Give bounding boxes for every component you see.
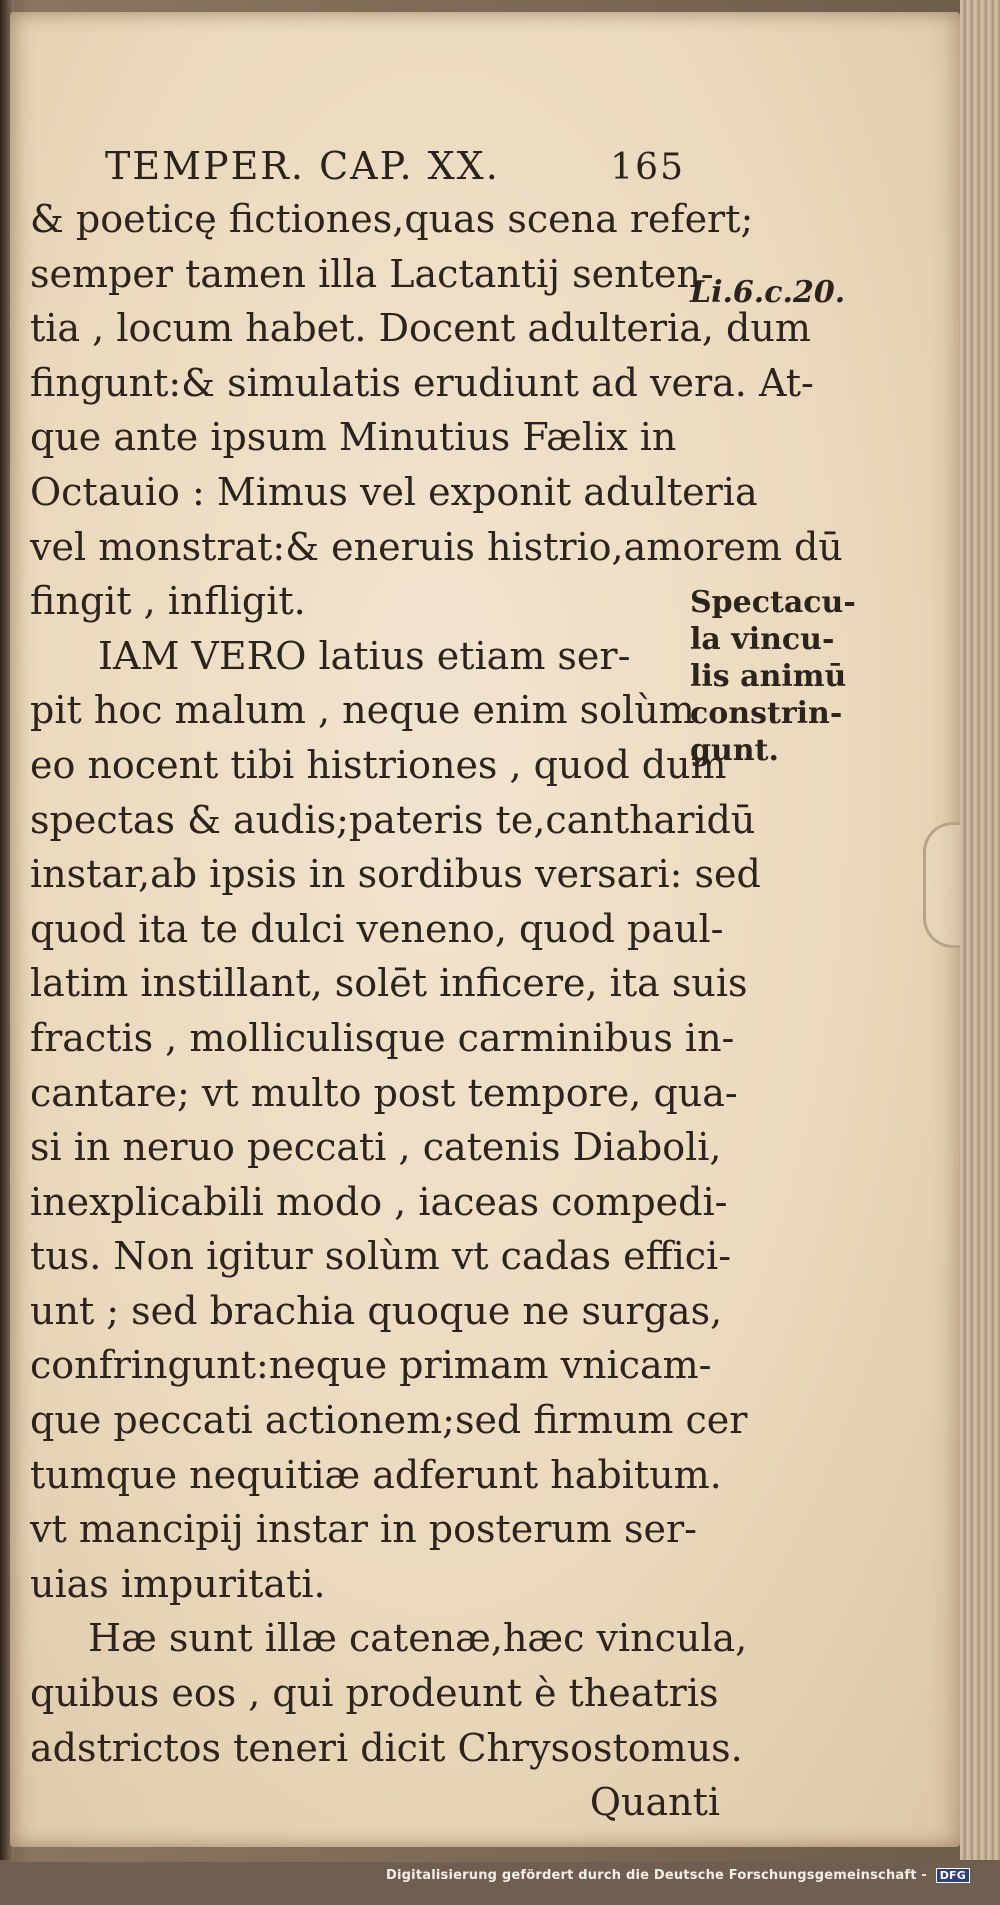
margin-note-line: gunt.: [690, 733, 779, 768]
catchword: Quanti: [589, 1780, 720, 1825]
text-line: unt ; sed brachia quoque ne surgas,: [30, 1288, 723, 1333]
text-line: adstrictos teneri dicit Chrysostomus.: [30, 1725, 743, 1770]
text-line: que ante ipsum Minutius Fælix in: [30, 415, 677, 460]
margin-note-line: lis animū: [690, 659, 847, 694]
text-line: semper tamen illa Lactantij senten-: [30, 251, 714, 296]
text-line: que peccati actionem;sed firmum cer: [30, 1398, 748, 1443]
paragraph-start-line: IAM VERO latius etiam ser-: [98, 633, 631, 678]
text-line: & poeticę fictiones,quas scena refert;: [30, 197, 754, 241]
text-line: tus. Non igitur solùm vt cadas effici-: [30, 1234, 732, 1279]
margin-note-line: Spectacu-: [690, 585, 856, 620]
text-line: tumque nequitiæ adferunt habitum.: [30, 1452, 722, 1497]
paragraph-start-line: Hæ sunt illæ catenæ,hæc vincula,: [88, 1616, 748, 1661]
text-line: Octauio : Mimus vel exponit adulteria: [30, 469, 758, 514]
text-line: vel monstrat:& eneruis histrio,amorem dū: [30, 524, 843, 569]
text-line: spectas & audis;pateris te,cantharidū: [30, 797, 756, 842]
text-line: latim instillant, solēt inficere, ita suis: [30, 961, 748, 1006]
text-line: instar,ab ipsis in sordibus versari: sed: [30, 852, 761, 897]
margin-citation: Li.6.c.20.: [690, 275, 846, 310]
text-line: inexplicabili modo , iaceas compedi-: [30, 1179, 728, 1224]
running-header: [105, 144, 685, 196]
text-line: fingit , infligit.: [30, 579, 306, 624]
credit-text: Digitalisierung gefördert durch die Deutsche Forschungsgemeinschaft -: [386, 1868, 927, 1883]
text-line: confringunt:neque primam vnicam-: [30, 1343, 712, 1388]
page-clip: [923, 822, 960, 948]
text-line: pit hoc malum , neque enim solùm: [30, 688, 695, 733]
text-line: si in neruo peccati , catenis Diaboli,: [30, 1125, 722, 1170]
footer-credit: [386, 1868, 970, 1883]
text-line: quibus eos , qui prodeunt è theatris: [30, 1671, 719, 1716]
text-line: quod ita te dulci veneno, quod paul-: [30, 906, 724, 951]
text-line: vt mancipij instar in posterum ser-: [30, 1507, 697, 1552]
running-title: TEMPER. CAP. XX.: [105, 144, 500, 188]
text-line: fingunt:& simulatis erudiunt ad vera. At-: [30, 360, 814, 405]
text-line: tia , locum habet. Docent adulteria, dum: [30, 306, 811, 351]
page-edges: [960, 0, 1000, 1860]
text-line: eo nocent tibi histriones , quod dum: [30, 742, 727, 787]
text-line: cantare; vt multo post tempore, qua-: [30, 1070, 738, 1115]
margin-note-line: constrin-: [690, 696, 843, 731]
margin-note: [690, 584, 860, 769]
margin-note-line: la vincu-: [690, 622, 835, 657]
text-line: fractis , molliculisque carminibus in-: [30, 1015, 735, 1060]
book-page: [10, 12, 960, 1847]
page-number: 165: [610, 147, 685, 188]
text-line: uias impuritati.: [30, 1561, 326, 1606]
dfg-logo: DFG: [936, 1868, 970, 1883]
digitization-footer: [0, 1862, 1000, 1905]
